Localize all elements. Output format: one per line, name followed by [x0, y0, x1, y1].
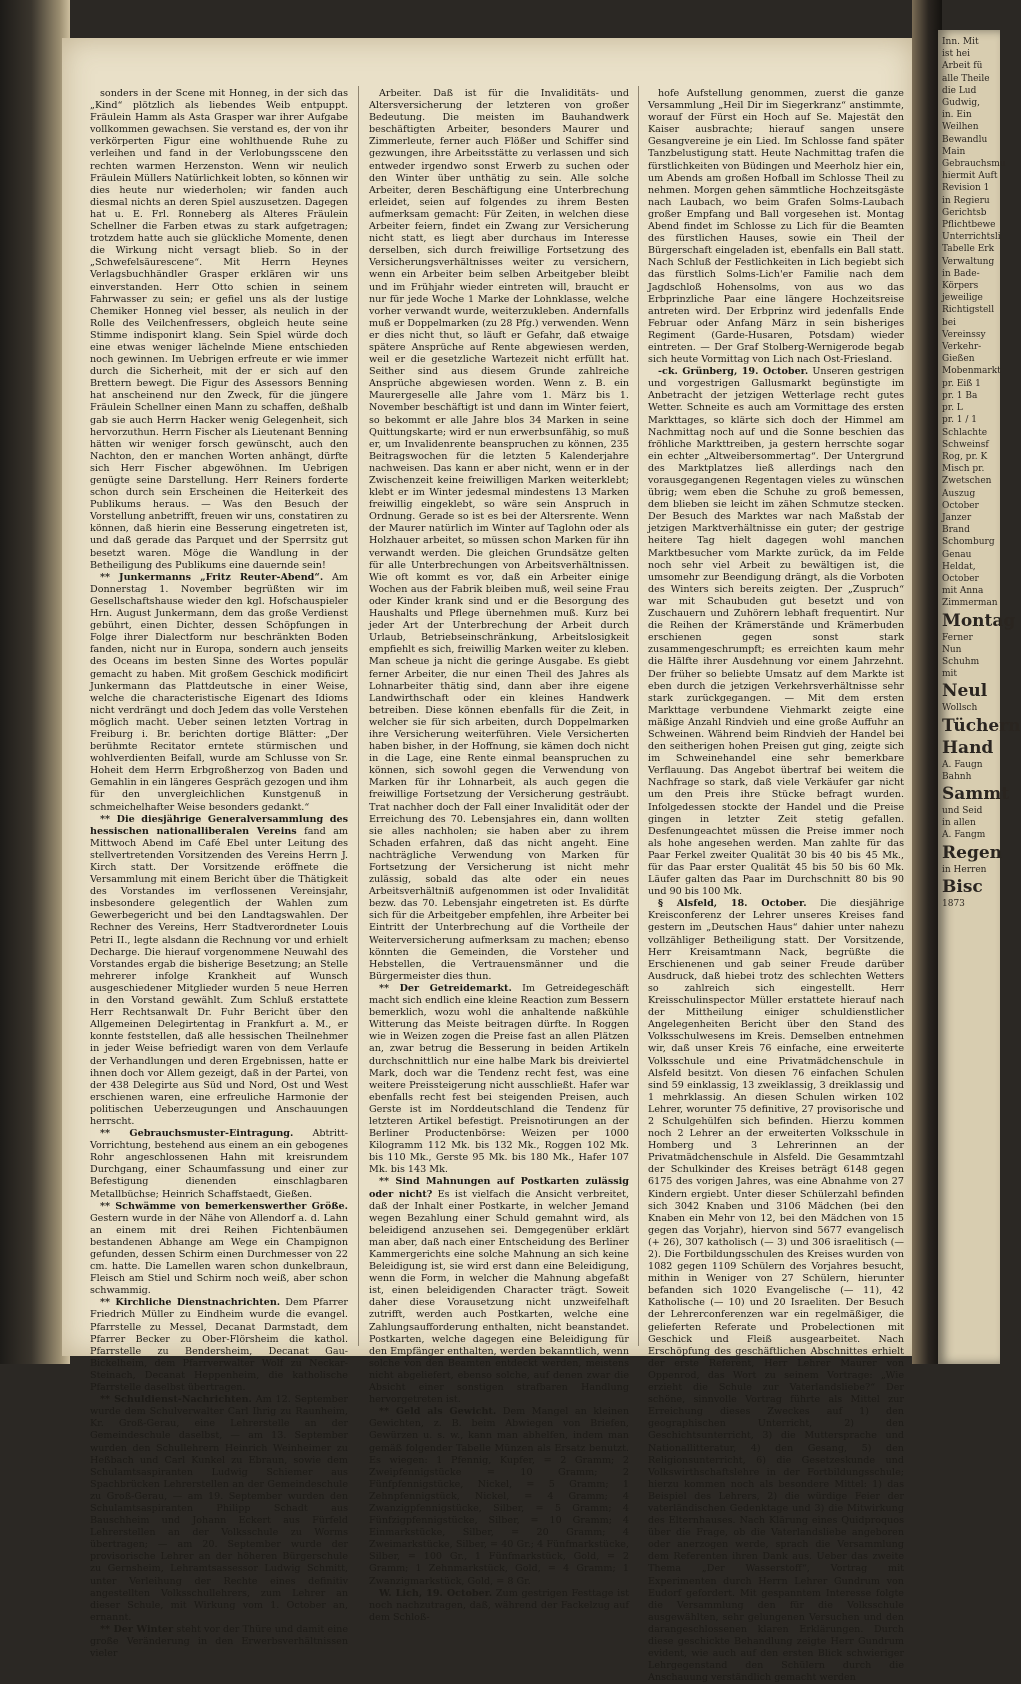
adjacent-page-line: Tabelle Erk	[942, 244, 995, 255]
article-heading: W. Lich, 19. October.	[379, 1587, 493, 1599]
adjacent-page-line: Genau	[942, 549, 972, 560]
column-3	[648, 88, 904, 1684]
adjacent-page-line: Wollsch	[942, 703, 978, 714]
adjacent-page-line: Ferner	[942, 632, 973, 643]
article-paragraph	[90, 814, 348, 1128]
adjacent-page-line: Inn. Mit	[942, 37, 979, 47]
article-body: Abtritt-Vorrichtung, bestehend aus einem an ein gebogenes Rohr angeschlossenen Hahn mit kreisrundem Durchgang, einer Schaumfassung und einer zur Befestigung dienenden einschlagbaren Metallbüchse; Heinrich Schaffstaedt, Gießen.	[90, 1128, 348, 1200]
article-heading: ** Gebrauchsmuster-Eintragung.	[100, 1128, 294, 1140]
adjacent-page-line: Tüchern	[942, 715, 1021, 736]
adjacent-page-text	[942, 36, 1021, 910]
article-heading: -ck. Grünberg, 19. October.	[658, 366, 809, 378]
adjacent-page-line: pr. 1 Ba	[942, 390, 978, 401]
article-paragraph	[90, 1201, 348, 1298]
article-paragraph	[369, 1406, 629, 1587]
adjacent-page-line: Revision 1	[942, 183, 990, 194]
article-paragraph	[90, 1128, 348, 1201]
adjacent-page-line: Nun	[942, 644, 962, 655]
article-paragraph	[369, 1588, 629, 1624]
adjacent-page-line: Gudwig,	[942, 98, 980, 109]
article-body: fand am Mittwoch Abend im Café Ebel unter Leitung des stellvertretenden Vorsitzenden des Vereins Herrn J. Kirch statt. Der Vorsitzende eröffnete die Versammlung mit einem Bericht über die Thätigkeit des Vorstandes im verflossenen Vereinsjahr, insbesondere gelegentlich der Wahlen zum Gewerbegericht und bei den Landtagswahlen. Der Rechner des Vereins, Herr Stadtverordneter Louis Petri II., legte alsdann die Rechnung vor und erhielt Decharge. Die hierauf vorgenommene Neuwahl des Vorstandes ergab die bisherige Besetzung; an Stelle mehrerer infolge Krankheit auf Wunsch ausgeschiedener Mitglieder wurden 5 neue Herren in den Vorstand gewählt. Zum Schluß erstattete Herr Rechtsanwalt Dr. Fuhr Bericht über den Allgemeinen Delegirtentag in Frankfurt a. M., er konnte feststellen, daß alle hessischen Theilnehmer in jeder Weise befriedigt waren von dem Verlaufe der Verhandlungen und deren Ergebnissen, hatte er ihnen doch vor Allem gezeigt, daß in der Partei, von der 438 Delegirte aus Süd und Nord, Ost und West erschienen waren, eine erfreuliche Harmonie der politischen Ueberzeugungen und Anschauungen herrscht.	[90, 825, 348, 1127]
adjacent-page-line: Auszug	[942, 488, 976, 499]
adjacent-page-line: A. Faugn	[942, 759, 983, 770]
adjacent-page-line: Vereinssy	[942, 329, 986, 340]
adjacent-page-line: Pflichtbewe	[942, 220, 996, 231]
adjacent-page-line: October	[942, 573, 979, 584]
column-rule	[638, 86, 639, 1346]
article-heading: ** Junkermanns „Fritz Reuter-Abend“.	[100, 571, 324, 583]
article-heading: § Alsfeld, 18. October.	[658, 898, 807, 910]
adjacent-page-line: October	[942, 500, 979, 511]
adjacent-page-line: Sammt	[942, 783, 1010, 804]
adjacent-page-line: in Bade-	[942, 268, 980, 279]
column-rule	[358, 86, 359, 1346]
adjacent-page-line: Mobenmarkt	[942, 366, 1001, 377]
adjacent-page-line: und Seid	[942, 805, 983, 816]
adjacent-page-line: Schweinsf	[942, 439, 989, 450]
adjacent-page-line: A. Fangm	[942, 830, 986, 841]
adjacent-page-line: 1873	[942, 898, 965, 909]
adjacent-page-line: in Herren	[942, 864, 987, 875]
adjacent-page-line: Körpers	[942, 281, 979, 292]
adjacent-page-line: Rog, pr. K	[942, 451, 988, 462]
article-body: steht vor der Thüre und damit eine große Veränderung in den Erwerbsverhältnissen vieler	[90, 1623, 349, 1660]
article-body: Dem Mangel an kleinen Gewichten, z. B. beim Abwiegen von Briefen, Gewürzen u. s. w., kann man abhelfen, indem man gemäß folgender Tabelle Münzen als Ersatz benutzt. Es wiegen: 1 Pfennig, Kupfer, = 2 Gramm; 2 Zweipfennigstücke = 10 Gramm; 2 Fünfpfennigstücke, Nickel, = 5 Gramm; 1 Zehnpfennigstück, Nickel, = 4 Gramm; 4 Zwanzigpfennigstücke, Silber, = 5 Gramm; 4 Fünfzigpfennigstücke, Silber, = 10 Gramm; 4 Einmarkstücke, Silber, = 20 Gramm; 4 Zweimarkstücke, Silber, = 40 Gr.; 4 Fünfmarkstücke, Silber, = 100 Gr., 1 Fünfmarkstück, Gold, = 2 Gramm; 1 Zehnmarkstück, Gold, = 4 Gramm; 1 Zwanzigmarkstück, Gold, = 8 Gr.	[369, 1406, 629, 1587]
article-heading: ** Sind Mahnungen auf Postkarten zulässig oder nicht?	[369, 1176, 629, 1200]
article-heading: ** Kirchliche Dienstnachrichten.	[100, 1297, 281, 1309]
adjacent-page-line: Verkehr-	[942, 342, 982, 353]
adjacent-page-line: Regen	[942, 842, 1003, 863]
adjacent-page-line: mit	[942, 669, 958, 680]
adjacent-page-line: Zwetschen	[942, 476, 992, 487]
article-body: Gestern wurde in der Nähe von Allendorf a. d. Lahn an einem mit drei Reihen Fichtenbäumen bestandenen Abhange am Wege ein Champignon gefunden, dessen Schirm einen Durchmesser von 22 cm. hatte. Die Lamellen waren schon dunkelbraun, Fleisch am Stiel und Schirm noch weiß, aber schon schwammig.	[90, 1212, 348, 1297]
adjacent-page-line: pr. L	[942, 403, 963, 414]
article-body: Zum gestrigen Festtage ist noch nachzutragen, daß, während der Fackelzug auf dem Schloß-	[369, 1587, 630, 1623]
article-heading: ** Geld als Gewicht.	[379, 1406, 497, 1418]
article-paragraph	[90, 1624, 348, 1660]
adjacent-page-line: Zimmerman	[942, 598, 998, 609]
article-body: Am 12. September wurde dem Schulverwalter Carl Ihrig zu Raunheim, Kr. Groß-Gerau, eine Lehrerstelle an der Gemeindeschule daselbst, — am 13. September wurden den Schullehrern Heinrich Weinheimer zu Heßbach und Carl Kunkel zu Ebraun, sowie dem Schulamtsaspiranten Ludwig Schiemer aus Spachbrücken Lehrerstellen an der Gemeindeschule zu Groß-Gerau, — am 19. September wurden den Schulamtsaspiranten Philipp Schadt aus Bauschheim und Johann Eckert aus Fürfeld Lehrerstellen an der Volksschule zu Worms übertragen; — am 20. September wurde der provisorische Lehrer an der höheren Bürgerschule zu Gernsheim, Lehramtsassessor Ludwig Schmitt, unter Verleihung der Rechte eines definitiv angestellten Volksschullehrers, zum Lehrer an dieser Schule, mit Wirkung vom 1. October an, ernannt.	[90, 1394, 349, 1623]
adjacent-page-line: Weilhen	[942, 122, 979, 133]
adjacent-page-line: jeweilige	[942, 293, 983, 304]
adjacent-page-line: ist hei	[942, 49, 970, 60]
article-paragraph	[648, 898, 904, 1684]
adjacent-page-line: bei	[942, 317, 956, 328]
adjacent-page-line: Montag	[942, 610, 1016, 631]
adjacent-page-line: Verwaltung	[942, 256, 995, 267]
adjacent-page-line: Gerichtsb	[942, 207, 987, 218]
article-heading: ** Der Winter	[100, 1623, 174, 1635]
article-heading: ** Schwämme von bemerkenswerther Größe.	[100, 1200, 348, 1212]
adjacent-page-line: alle Theile	[942, 73, 990, 84]
article-paragraph	[90, 1297, 348, 1394]
adjacent-page-line: pr. 1 / 1	[942, 415, 978, 426]
article-paragraph	[369, 983, 629, 1177]
adjacent-page-line: die Lud	[942, 85, 977, 96]
article-paragraph	[369, 1176, 629, 1406]
adjacent-page-line: Heldat,	[942, 561, 976, 572]
article-body: Am Donnerstag 1. November begrüßten wir im Gesellschaftshause wieder den kgl. Hofschauspieler Hrn. August Junkermann, dem das große Verdienst gebührt, einen Dichter, dessen Schöpfungen in Folge ihrer Dialectform nur beschränkten Boden fanden, nicht nur in Europa, sondern auch jenseits des Oceans im besten Sinne des Wortes populär gemacht zu haben. Mit großem Geschick modificirt Junkermann das Plattdeutsche in einer Weise, welche die characteristische Eigenart des Idioms nicht verdrängt und doch Jedem das volle Verstehen möglich macht. Ueber seinen letzten Vortrag in Freiburg i. Br. berichten dortige Blätter: „Der berühmte Recitator erntete stürmischen und wohlverdienten Beifall, wurde am Schlusse von Sr. Hoheit dem Herrn Erbgroßherzog von Baden und Gemahlin in ein längeres Gespräch gezogen und ihm für den unvergleichlichen Kunstgenuß in schmeichelhafter Weise besonders gedankt.“	[90, 571, 348, 813]
column-1	[90, 88, 349, 1660]
adjacent-page-line: Schomburg	[942, 537, 995, 548]
article-body: sonders in der Scene mit Honneg, in der sich das „Kind“ plötzlich als liebendes Weib entpuppt. Fräulein Hamm als Asta Grasper war ihrer Aufgabe vollkommen gewachsen. Sie verstand es, der von ihr verkörperten Figur eine wohlthuende Ruhe zu verleihen und fand in der Verlobungsscene den rechten warmen Herzenston. Wenn wir neulich Fräulein Müllers Natürlichkeit lobten, so können wir dies heute nur wiederholen; wir fanden auch diesmal nichts an deren Spiel auszusetzen. Dagegen hat u. E. Frl. Ronneberg als Alteres Fräulein Schellner die Farben etwas zu stark aufgetragen; trotzdem hatte auch sie glückliche Momente, denen die Wirkung nicht versagt blieb. So in der „Schwefelsäurescene“. Mit Herrn Heynes Verlagsbuchhändler Grasper erklären wir uns einverstanden. Herr Otto schien in seinem Fahrwasser zu sein; er gefiel uns als der lustige Chemiker Honneg viel besser, als neulich in der Rolle des Veilchenfressers, obgleich heute seine Stimme indisponirt klang. Sein Spiel würde doch eine etwas weniger lächelnde Miene entschieden noch gewinnen. Im Uebrigen erfreute er wie immer durch die Sicherheit, mit der er sich auf den Brettern bewegt. Die Figur des Assessors Benning hat anscheinend nur den Zweck, für die jüngere Fräulein Schellner einen Mann zu schaffen, deßhalb gab sie auch Herrn Hacker wenig Gelegenheit, sich hervorzuthun. Herrn Fischer als Lieutenant Benning hätten wir weniger forsch gewünscht, auch den Nachton, den er manchen Worten anhängt, dürfte sich Herr Fischer abgewöhnen. Im Uebrigen genügte seine Darstellung. Herr Reiners forderte schon durch sein Erscheinen die Heiterkeit des Publikums heraus. — Was den Besuch der Vorstellung anbetrifft, freuen wir uns, constatiren zu können, daß hierin eine Besserung eingetreten ist, und daß gerade das Parquet und der Sperrsitz gut besetzt waren. Möge die Wandlung in der Betheiligung des Publikums eine dauernde sein!	[90, 88, 348, 571]
adjacent-page-line: Bisc	[942, 876, 983, 897]
article-paragraph	[648, 366, 904, 898]
article-body: Dem Pfarrer Friedrich Müller zu Eindheim wurde die evangel. Pfarrstelle zu Messel, Decanat Darmstadt, dem Pfarrer Becker zu Ober-Flörsheim die kathol. Pfarrstelle zu Bendersheim, Decanat Gau-Bickelheim, dem Pfarrverwalter Wolf zu Neckar-Steinach, Decanat Heppenheim, die katholische Pfarrstelle daselbst übertragen.	[90, 1297, 349, 1394]
article-body: Es ist vielfach die Ansicht verbreitet, daß der Inhalt einer Postkarte, in welcher Jemand wegen Bezahlung einer Schuld gemahnt wird, als beleidigend anzusehen sei. Demgegenüber erklärt man aber, daß nach einer Entscheidung des Berliner Kammergerichts eine solche Mahnung an sich keine Beleidigung ist, sie wird erst dann eine Beleidigung, wenn die Form, in welcher die Mahnung abgefaßt ist, einen beleidigenden Character trägt. Soweit daher diese Vorausetzung nicht unzweifelhaft zutrifft, werden auch Postkarten, welche eine Zahlungsaufforderung enthalten, nicht beanstandet. Postkarten, welche dagegen eine Beleidigung für den Empfänger enthalten, werden bekanntlich, wenn solche von den Beamten entdeckt werden, meistens nicht abgeliefert, ebenso solche, auf denen zwar die Absicht einer sonstigen strafbaren Handlung hervorgetreten ist.	[369, 1188, 629, 1406]
adjacent-page-line: in allen	[942, 818, 976, 829]
adjacent-page-line: Arbeit fü	[942, 61, 983, 72]
article-body: hofe Aufstellung genommen, zuerst die ganze Versammlung „Heil Dir im Siegerkranz“ anstimmte, worauf der Fürst ein Hoch auf Se. Majestät den Kaiser ausbrachte; hierauf sangen unsere Gesangvereine je ein Lied. Im Schlosse fand später Tanzbelustigung statt. Heute Nachmittag trafen die fürstlichkeiten von Büdingen und Meerholz hier ein, um Abends am großen Hofball im Schlosse Theil zu nehmen. Morgen gehen sämmtliche Hochzeitsgäste nach Laubach, wo beim Grafen Solms-Laubach großer Empfang und Ball vorgesehen ist. Montag Abend findet im Schlosse zu Lich für die Beamten des fürstlichen Hauses, sowie ein Theil der Bürgerschaft eingeladen ist, ebenfalls ein Ball statt. Nach Schluß der Festlichkeiten in Lich begiebt sich das fürstlich Solms-Lich'er Familie nach dem Jagdschloß Hohensolms, von aus wo das Erbprinzliche Paar eine längere Hochzeitsreise antreten wird. Der Erbprinz wird jedenfalls Ende Februar oder Anfang März in sein bisheriges Regiment (Garde-Husaren, Potsdam) wieder eintreten. — Der Graf Stolberg-Wernigerode begab sich heute Vormittag von Lich nach Ost-Friesland.	[648, 88, 904, 366]
adjacent-page-line: in. Ein	[942, 110, 972, 121]
article-paragraph	[369, 88, 629, 983]
left-book-edge	[0, 0, 70, 1364]
article-body: Die diesjährige Kreisconferenz der Lehrer unseres Kreises fand gestern im „Deutschen Haus“ dahier unter nahezu vollzähliger Betheiligung statt. Der Vorsitzende, Herr Kreisamtmann Nack, begrüßte die Erschienenen und gab seiner Freude darüber Ausdruck, daß hiebei trotz des schlechten Wetters so zahlreich sich eingestellt. Herr Kreisschulinspector Müller erstattete hierauf nach der Mittheilung einiger schuldienstlicher Angelegenheiten Bericht über den Stand des Volksschulwesens im Kreis. Demselben entnehmen wir, daß unser Kreis 76 einfache, eine erweiterte Volksschule und eine Privatmädchenschule in Alsfeld besitzt. Von diesen 76 einfachen Schulen sind 59 einklassig, 13 zweiklassig, 3 dreiklassig und 1 mehrklassig. An diesen Schulen wirken 102 Lehrer, worunter 75 definitive, 27 provisorische und 2 Schulgehülfen sich befinden. Hierzu kommen noch 2 Lehrer an der erweiterten Volksschule in Homberg und 3 Lehrerinnen an der Privatmädchenschule in Alsfeld. Die Gesammtzahl der Schulkinder des Kreises beträgt 6148 gegen 6175 des vorigen Jahres, was eine Abnahme von 27 Kindern ergiebt. Unter dieser Schülerzahl befinden sich 3042 Knaben und 3106 Mädchen (bei den Knaben ein Mehr von 12, bei den Mädchen von 15 gegen das Vorjahr), hiervon sind 5677 evangelisch (+ 26), 307 katholisch (— 3) und 306 israelitisch (— 2). Die Fortbildungsschulen des Kreises wurden von 1082 gegen 1109 Schülern des Vorjahres besucht, mithin in Weniger von 27 Schülern, hierunter befanden sich 1020 Evangelische (— 11), 42 Katholische (— 10) und 20 Israeliten. Der Besuch der Lehrerconferenzen war ein regelmäßiger, die gelieferten Referate und Probelectionen mit Geschick und Fleiß ausgearbeitet. Nach Erschöpfung des geschäftlichen Abschnittes erhielt der erste Referent, Herr Lehrer Maurer von Oppenrod, das Wort zu seinem Vortrage: „Wie erzieht die Schule zur Vaterlandsliebe?“ Der schöne, sinnvolle Vortrag führte als Mittel zur Erreichung dieses Zweckes auf 1) den geographischen Unterricht, 2) den Geschichtsunterricht, 3) die Muttersprache und Nationallitteratur, 4) den Gesang, 5) den Religionsunterricht, 6) die Gesetzeskunde und Volkswirthschaftslehre in der Fortbildungsschule; hierzu kommen noch als besondere Mittel: 1) das Beispiel des Lehrers, 2) die würdige Feier der vaterländischen Gedenktage und 3) die Mitwirkung des Elternhauses. Nach Klärung eines Quidproquos über die Frage, ob die Vaterlandsliebe angeboren oder anerzogen werde, sprach die Versammlung dem Referenten ihren Dank aus. Ueber das zweite Thema „Der Wasserstoff“, Vortrag mit Experimenten durch Herrn Lehrer Gundrum von Eudorf gefordert. Mit gespanntem Interesse folgte die Versammlung den für die Volksschule ausgewählten, sehr gelungenen Versuchen und den darangeschlossenen klaren Erklärungen. Durch diese geschickte Behandlung zeigte Herr Gundrum evident, wie auch auf den ersten Blick schwieriger Lehrgegenstand den Schülern durch die Anschauung verständlich gemacht werden	[648, 898, 904, 1684]
adjacent-page-line: Bahnh	[942, 771, 972, 782]
adjacent-page-line: Brand	[942, 525, 970, 536]
article-heading: ** Die diesjährige Generalversammlung des hessischen nationalliberalen Vereins	[90, 813, 348, 837]
adjacent-page-line: Janzer	[942, 512, 972, 523]
article-paragraph	[90, 88, 348, 572]
adjacent-page-line: Gebrauchsmu	[942, 159, 1006, 170]
adjacent-page-line: Bewandlu	[942, 134, 988, 145]
column-2	[369, 88, 630, 1623]
newspaper-page	[62, 38, 914, 1684]
adjacent-page-line: Main	[942, 146, 966, 157]
article-body: Arbeiter. Daß ist für die Invaliditäts- und Altersversicherung der letzteren von großer Bedeutung. Die meisten im Bauhandwerk beschäftigten Arbeiter, besonders Maurer und Zimmerleute, ferner auch Flößer und Schiffer sind gezwungen, ihre Arbeitsstätte zu verlassen und sich entweder irgendwo sonst Erwerb zu suchen oder den Winter über unthätig zu sein. Alle solche Arbeiter, deren Beschäftigung eine Unterbrechung erleidet, seien auf folgendes zu ihrem Besten aufmerksam gemacht: Für Zeiten, in welchen diese Arbeiter feiern, findet ein Zwang zur Versicherung nicht statt, es liegt aber durchaus im Interesse derselben, sich durch freiwillige Fortsetzung des Versicherungsverhältnisses weiter zu versichern, wenn ein Arbeiter beim selben Arbeitgeber bleibt und im Frühjahr wieder eintreten will, braucht er nur für jede Woche 1 Marke der Lohnklasse, welche vorher verwandt wurde, weiterzukleben. Andernfalls muß er Doppelmarken (zu 28 Pfg.) verwenden. Wenn er dies nicht thut, so läuft er Gefahr, daß etwaige spätere Ansprüche auf Rente abgewiesen werden, weil er die gesetzliche Wartezeit nicht erfüllt hat. Seither sind aus diesem Grunde zahlreiche Ansprüche abgewiesen worden. Wenn z. B. ein Maurergeselle alle Jahre vom 1. März bis 1. November beschäftigt ist und dann im Winter feiert, so bekommt er alle Jahre blos 34 Marken in seine Quittungskarte; wird er nun erwerbsunfähig, so muß er, um Invalidenrente beanspruchen zu können, 235 Beitragswochen für die letzten 5 Kalenderjahre nachweisen. Das kann er aber nicht, wenn er in der Zwischenzeit keine freiwilligen Marken weiterklebt; klebt er im Winter jedesmal mindestens 13 Marken freiwillig eingeklebt, so wäre sein Anspruch in Ordnung. Gerade so ist es bei der Altersrente. Wenn der Maurer natürlich im Winter auf Taglohn oder als Holzhauer arbeitet, so müssen schon Marken für ihn verwandt werden. Die gleichen Grundsätze gelten für alle Unterbrechungen von Arbeitsverhältnissen. Wie oft kommt es vor, daß ein Arbeiter einige Wochen aus der Fabrik bleiben muß, weil seine Frau oder Kinder krank sind und er die Besorgung des Haushalts und Pflege übernehmen muß. Kurz bei jeder Art der Unterbrechung der Arbeit durch Urlaub, Betriebseinschränkung, Arbeitslosigkeit empfiehlt es sich, freiwillig Marken weiter zu kleben. Man scheue ja nicht die geringe Ausgabe. Es giebt ferner Arbeiter, die nur einen Theil des Jahres als Lohnarbeiter thätig sind, dann aber ihre eigene Landwirthschaft oder ein kleines Handwerk betreiben. Diese können ebenfalls für die Zeit, in welcher sie für sich arbeiten, durch Doppelmarken ihre Versicherung weiterführen. Viele Versicherten haben bisher, in der Hoffnung, sie kämen doch nicht in die Lage, eine Rente einmal beanspruchen zu können, sich sowohl gegen die Verwendung von Marken für ihr Lohnarbeit, als auch gegen die freiwillige Fortsetzung der Versicherung gesträubt. Trat nachher doch der Fall einer Invalidität oder der Erreichung des 70. Lebensjahres ein, dann wollten sie alles nachholen; sie haben aber zu ihrem Schaden erfahren, daß das nicht angeht. Eine nachträgliche Verwendung von Marken für Fortsetzung der Versicherung ist nicht mehr zulässig, sobald das alte oder ein neues Arbeitsverhältniß aufgenommen ist oder Invalidität bezw. das 70. Lebensjahr eingetreten ist. Es dürfte sich für die Arbeitgeber empfehlen, ihre Arbeiter bei Eintritt der Unterbrechung auf die Vortheile der Weiterversicherung aufmerksam zu machen; ebenso könnten die Gemeinden, die Vorsteher und Hebstellen, die Vertrauensmänner und die Bürgermeister dies thun.	[369, 88, 629, 982]
adjacent-page-line: Unterrichtsli	[942, 232, 1001, 243]
adjacent-page-line: Neul	[942, 681, 988, 702]
article-paragraph	[90, 1394, 348, 1624]
article-paragraph	[90, 572, 348, 814]
adjacent-page-line: Gießen	[942, 354, 975, 365]
adjacent-page-line: hiermit Auft	[942, 171, 998, 182]
adjacent-page-line: Schuhm	[942, 656, 980, 667]
adjacent-page-line: Hand	[942, 737, 994, 758]
adjacent-page-line: Richtigstell	[942, 305, 995, 316]
adjacent-page-line: pr. Eiß 1	[942, 378, 981, 389]
article-body: Im Getreidegeschäft macht sich endlich eine kleine Reaction zum Bessern bemerklich, wozu wohl die anhaltende naßkühle Witterung das Meiste beitragen dürfte. In Roggen wie in Weizen zogen die Preise fast an allen Plätzen an, zwar betrug die Besserung in beiden Artikeln durchschnittlich nur eine halbe Mark bis dreiviertel Mark, doch war die Tendenz recht fest, was eine weitere Preissteigerung nicht ausschließt. Hafer war ebenfalls recht fest bei steigenden Preisen, auch Gerste ist im Norddeutschland die Tendenz für letzteren Artikel befestigt. Preisnotirungen an der Berliner Productenbörse: Weizen per 1000 Kilogramm 112 Mk. bis 132 Mk., Roggen 102 Mk. bis 110 Mk., Gerste 95 Mk. bis 180 Mk., Hafer 107 Mk. bis 143 Mk.	[369, 982, 629, 1176]
adjacent-page-line: Misch pr.	[942, 464, 985, 475]
article-paragraph	[648, 88, 904, 366]
article-body: Unseren gestrigen und vorgestrigen Gallusmarkt begünstigte im Anbetracht der jetzigen Wetterlage recht gutes Wetter. Schneite es auch am Vormittage des ersten Markttages, so klärte sich doch der Himmel am Nachmittag noch auf und die Sonne beschien das fröhliche Markttreiben, ja gestern herrschte sogar ein echter „Altweibersommertag“. Der Untergrund des Marktplatzes ließ allerdings nach den vorausgegangenen Regentagen vieles zu wünschen übrig; wem eben die Schuhe zu groß bemessen, dem blieben sie leicht im zähen Schmutze stecken. Der Besuch des Marktes war nach Maßstab der jetzigen Marktverhältnisse ein guter; der gestrige heitere Tag hielt dagegen wohl manchen Marktbesucher vom Markte zurück, da im Felde noch sehr viel Arbeit zu bewältigen ist, die umsomehr zur Beendigung drängt, als die Vorboten des Winters sich bereits zeigten. Der „Zuspruch“ war mit Schaubuden gut besetzt und von Zuschauern und Zuhörern lebhaft frequentirt. Nur die Reihen der Krämerstände und Krämerbuden erschienen gegen sonst stark zusammengeschrumpft; es erreichten kaum mehr die Hälfte ihrer Ausdehnung vor einem Jahrzehnt. Der früher so beliebte Umsatz auf dem Markte ist eben durch die jetzigen Verkehrsverhältnisse sehr stark zurückgegangen. — Mit dem ersten Markttage verbundene Viehmarkt zeigte eine mäßige Anzahl Rindvieh und eine große Auffuhr an Schweinen. Während beim Rindvieh der Handel bei den seitherigen hohen Preisen gut ging, zeigte sich im Schweinehandel eine sehr bemerkbare Verflauung. Das Angebot übertraf bei weitem die Nachfrage so stark, daß viele Verkäufer gar nicht um den Preis ihre Stücke befragt wurden. Infolgedessen stockte der Handel und die Preise gingen in letzter Zeit stetig gefallen. Desfenungeachtet müssen die Preise immer noch als hohe angesehen werden. Man zahlte für das Paar Ferkel zweiter Qualität 30 bis 40 bis 45 Mk., für das Paar erster Qualität 45 bis 50 bis 60 Mk. Läufer galten das Paar im Durchschnitt 80 bis 90 und 90 bis 100 Mk.	[648, 366, 904, 898]
adjacent-page-line: Schlachte	[942, 427, 988, 438]
article-heading: ** Schuldienst-Nachrichten.	[100, 1394, 252, 1406]
adjacent-page-line: mit Anna	[942, 586, 984, 597]
article-heading: ** Der Getreidemarkt.	[379, 982, 512, 994]
adjacent-page	[938, 30, 1021, 1364]
adjacent-page-line: in Regieru	[942, 195, 990, 206]
